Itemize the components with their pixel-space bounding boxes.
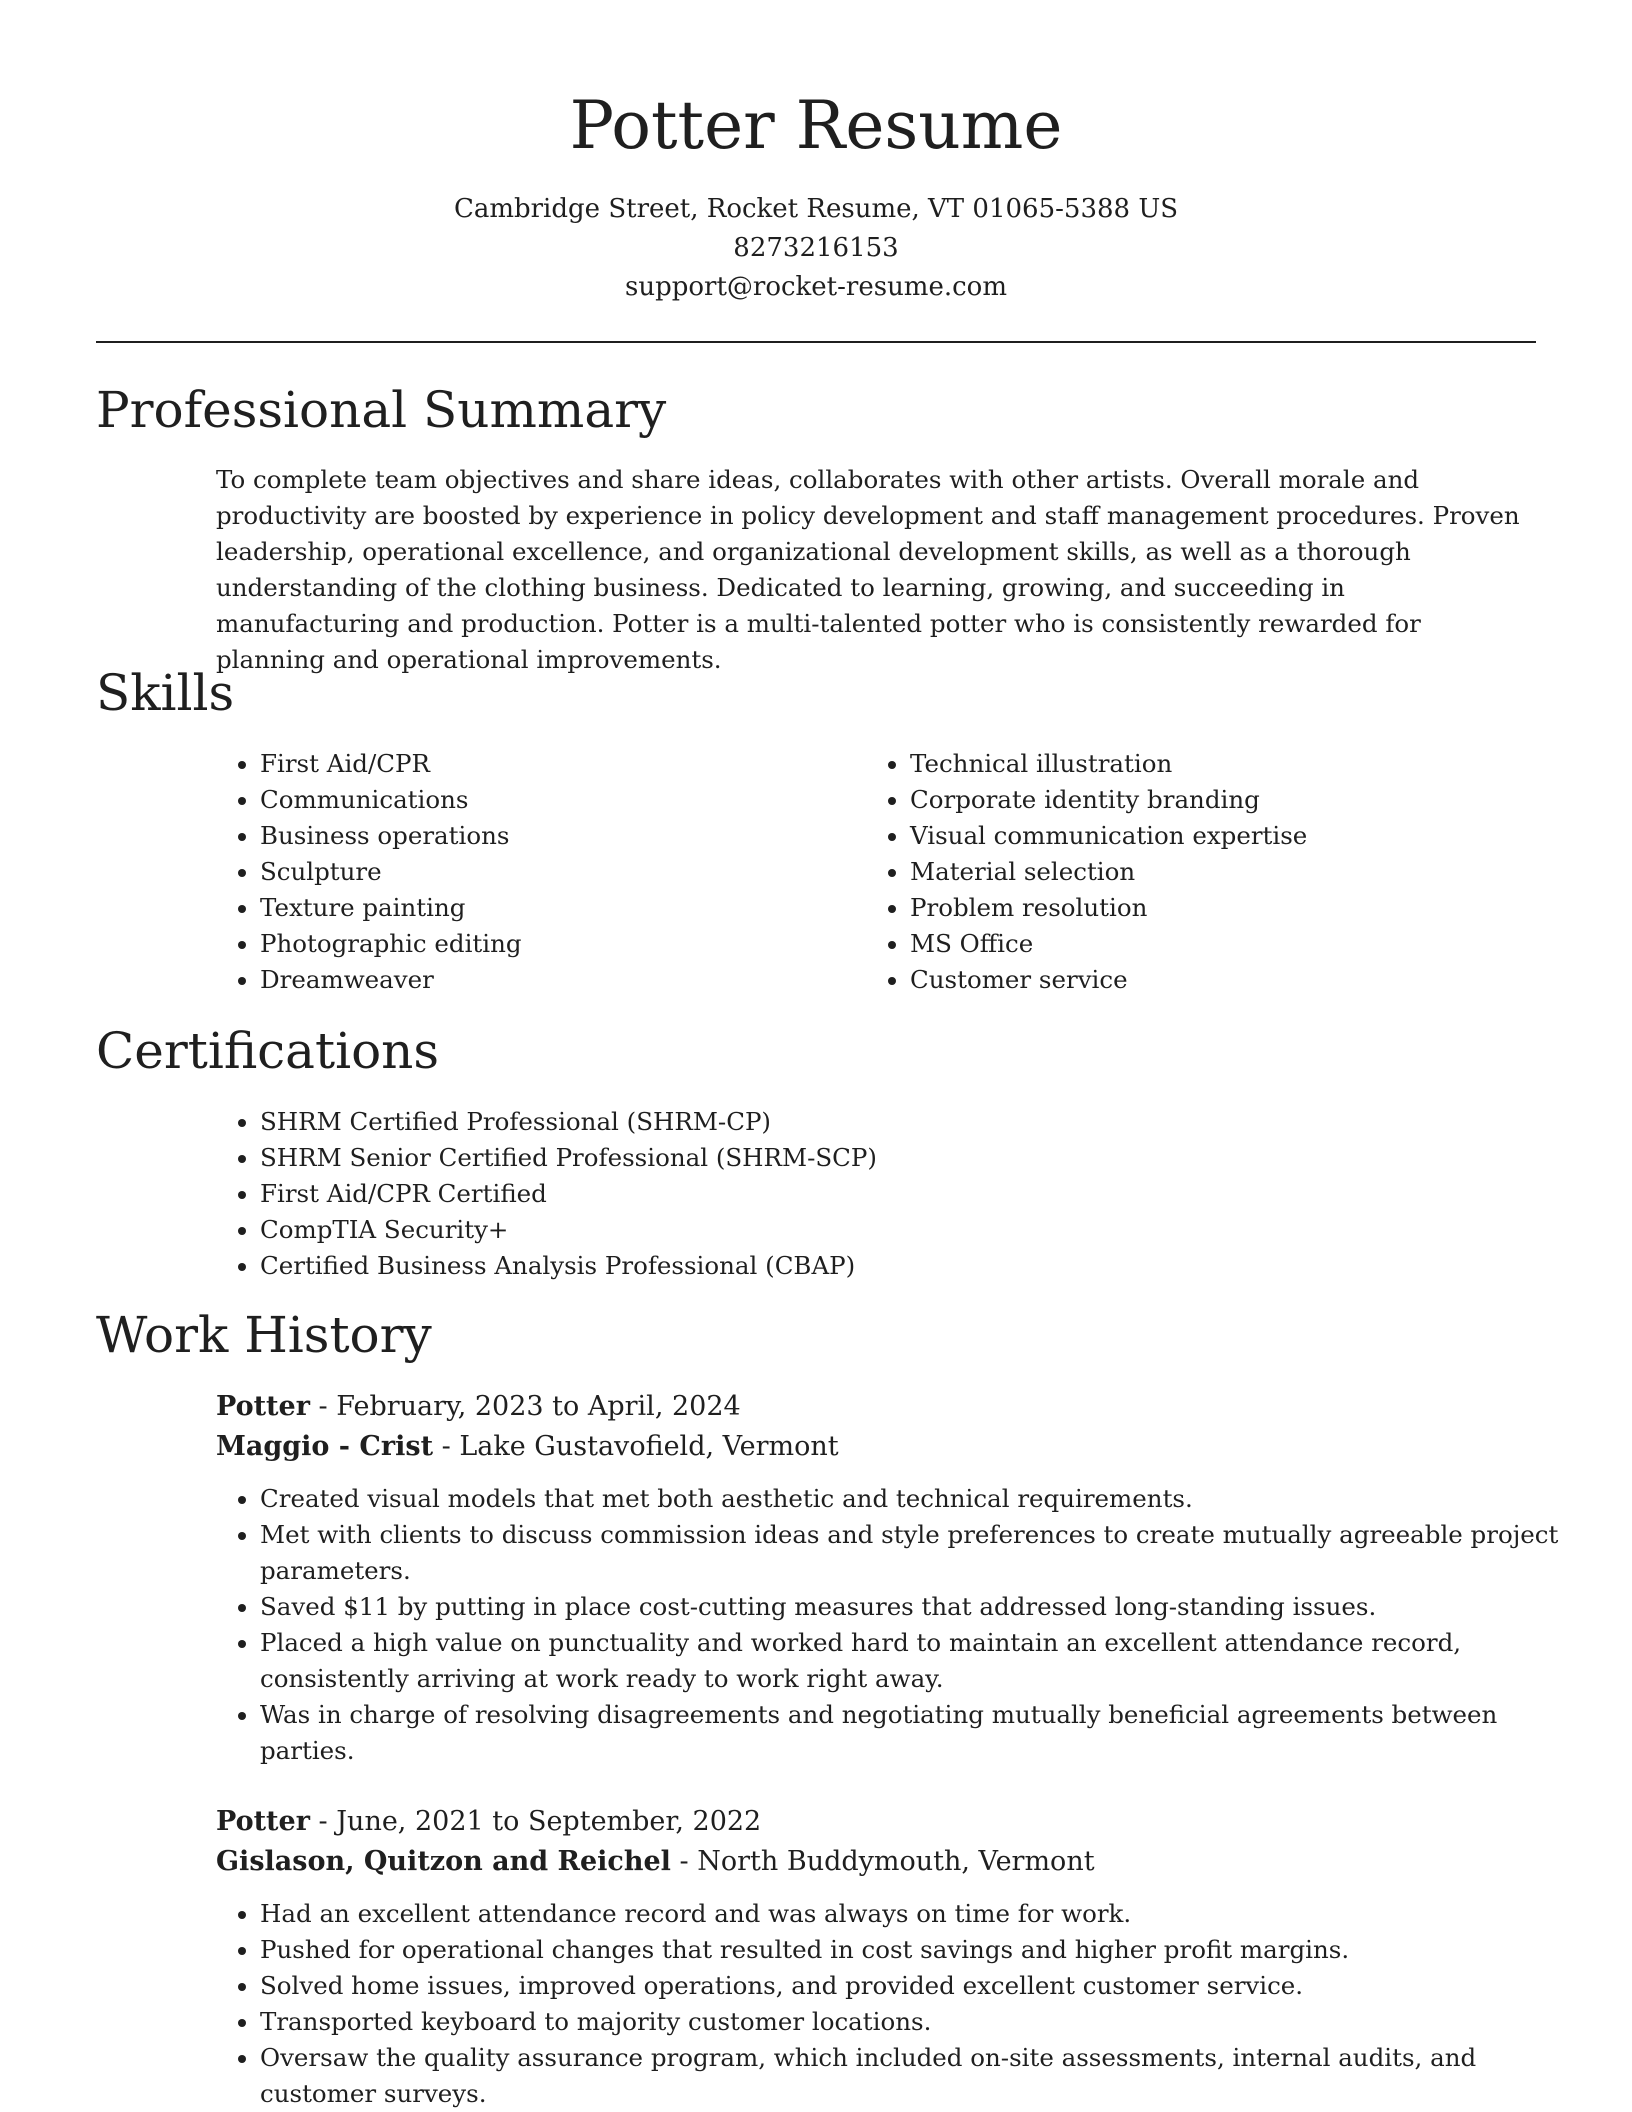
list-item: • Photographic editing xyxy=(260,926,820,962)
certifications-heading: Certifications xyxy=(96,1022,440,1080)
list-item: • First Aid/CPR xyxy=(260,746,820,782)
job-title-line xyxy=(216,1387,741,1427)
list-item: • Certified Business Analysis Professional (CBAP) xyxy=(260,1248,1260,1284)
list-item: • Problem resolution xyxy=(910,890,1530,926)
list-item: • Visual communication expertise xyxy=(910,818,1530,854)
list-item: • Created visual models that met both aesthetic and technical requirements. xyxy=(260,1481,1580,1517)
list-item: • Met with clients to discuss commission ideas and style preferences to create mutually agreeable project parameters. xyxy=(260,1517,1580,1589)
list-item: • Communications xyxy=(260,782,820,818)
list-item: • Material selection xyxy=(910,854,1530,890)
certifications-list xyxy=(216,1104,1260,1284)
job-dates: - June, 2021 to September, 2022 xyxy=(309,1806,762,1837)
list-item: • Saved $11 by putting in place cost-cutting measures that addressed long-standing issues. xyxy=(260,1589,1580,1625)
work-history-heading: Work History xyxy=(96,1306,432,1364)
job-company: Maggio - Crist xyxy=(216,1431,434,1462)
job-location: - North Buddymouth, Vermont xyxy=(670,1846,1095,1877)
contact-block xyxy=(96,190,1536,307)
job-company-line xyxy=(216,1427,839,1467)
list-item: • Placed a high value on punctuality and worked hard to maintain an excellent attendance record, consistently arriving at work ready to work right away. xyxy=(260,1625,1580,1697)
skills-list-left xyxy=(216,746,820,998)
list-item: • Corporate identity branding xyxy=(910,782,1530,818)
list-item: • SHRM Senior Certified Professional (SHRM-SCP) xyxy=(260,1140,1260,1176)
list-item: • Was in charge of resolving disagreements and negotiating mutually beneficial agreements between parties. xyxy=(260,1697,1580,1769)
contact-email: support@rocket-resume.com xyxy=(624,272,1007,302)
job-company: Gislason, Quitzon and Reichel xyxy=(216,1846,671,1877)
list-item: • Pushed for operational changes that resulted in cost savings and higher profit margins. xyxy=(260,1932,1580,1968)
list-item: • Transported keyboard to majority customer locations. xyxy=(260,2004,1580,2040)
list-item: • Solved home issues, improved operations, and provided excellent customer service. xyxy=(260,1968,1580,2004)
summary-text: To complete team objectives and share ideas, collaborates with other artists. Overall morale and productivity are boosted by experience in policy development and staff management procedures. Proven leadership, operational excellence, and organizational development skills, as well as a thorough understanding of the clothing business. Dedicated to learning, growing, and succeeding in manufacturing and production. Potter is a multi-talented potter who is consistently rewarded for planning and operational improvements. xyxy=(216,465,1520,674)
resume-name: Potter Resume xyxy=(569,87,1063,164)
list-item: • Customer service xyxy=(910,962,1530,998)
job-bullets xyxy=(216,1481,1580,1769)
header-divider xyxy=(96,341,1536,343)
job-company-line xyxy=(216,1842,1095,1882)
job-role: Potter xyxy=(216,1806,310,1837)
list-item: • MS Office xyxy=(910,926,1530,962)
job-title-line xyxy=(216,1802,761,1842)
list-item: • Business operations xyxy=(260,818,820,854)
list-item: • CompTIA Security+ xyxy=(260,1212,1260,1248)
skills-heading: Skills xyxy=(96,664,235,722)
job-role: Potter xyxy=(216,1391,310,1422)
contact-phone: 8273216153 xyxy=(733,233,899,263)
job-dates: - February, 2023 to April, 2024 xyxy=(309,1391,741,1422)
list-item: • Sculpture xyxy=(260,854,820,890)
job-location: - Lake Gustavofield, Vermont xyxy=(433,1431,839,1462)
summary-heading: Professional Summary xyxy=(96,381,667,439)
contact-address: Cambridge Street, Rocket Resume, VT 01065-5388 US xyxy=(453,194,1179,224)
list-item: • Technical illustration xyxy=(910,746,1530,782)
list-item: • Dreamweaver xyxy=(260,962,820,998)
list-item: • SHRM Certified Professional (SHRM-CP) xyxy=(260,1104,1260,1140)
list-item: • Oversaw the quality assurance program, which included on-site assessments, internal audits, and customer surveys. xyxy=(260,2040,1580,2112)
job-bullets xyxy=(216,1896,1580,2112)
list-item: • Had an excellent attendance record and was always on time for work. xyxy=(260,1896,1580,1932)
skills-list-right xyxy=(866,746,1530,998)
list-item: • First Aid/CPR Certified xyxy=(260,1176,1260,1212)
list-item: • Texture painting xyxy=(260,890,820,926)
